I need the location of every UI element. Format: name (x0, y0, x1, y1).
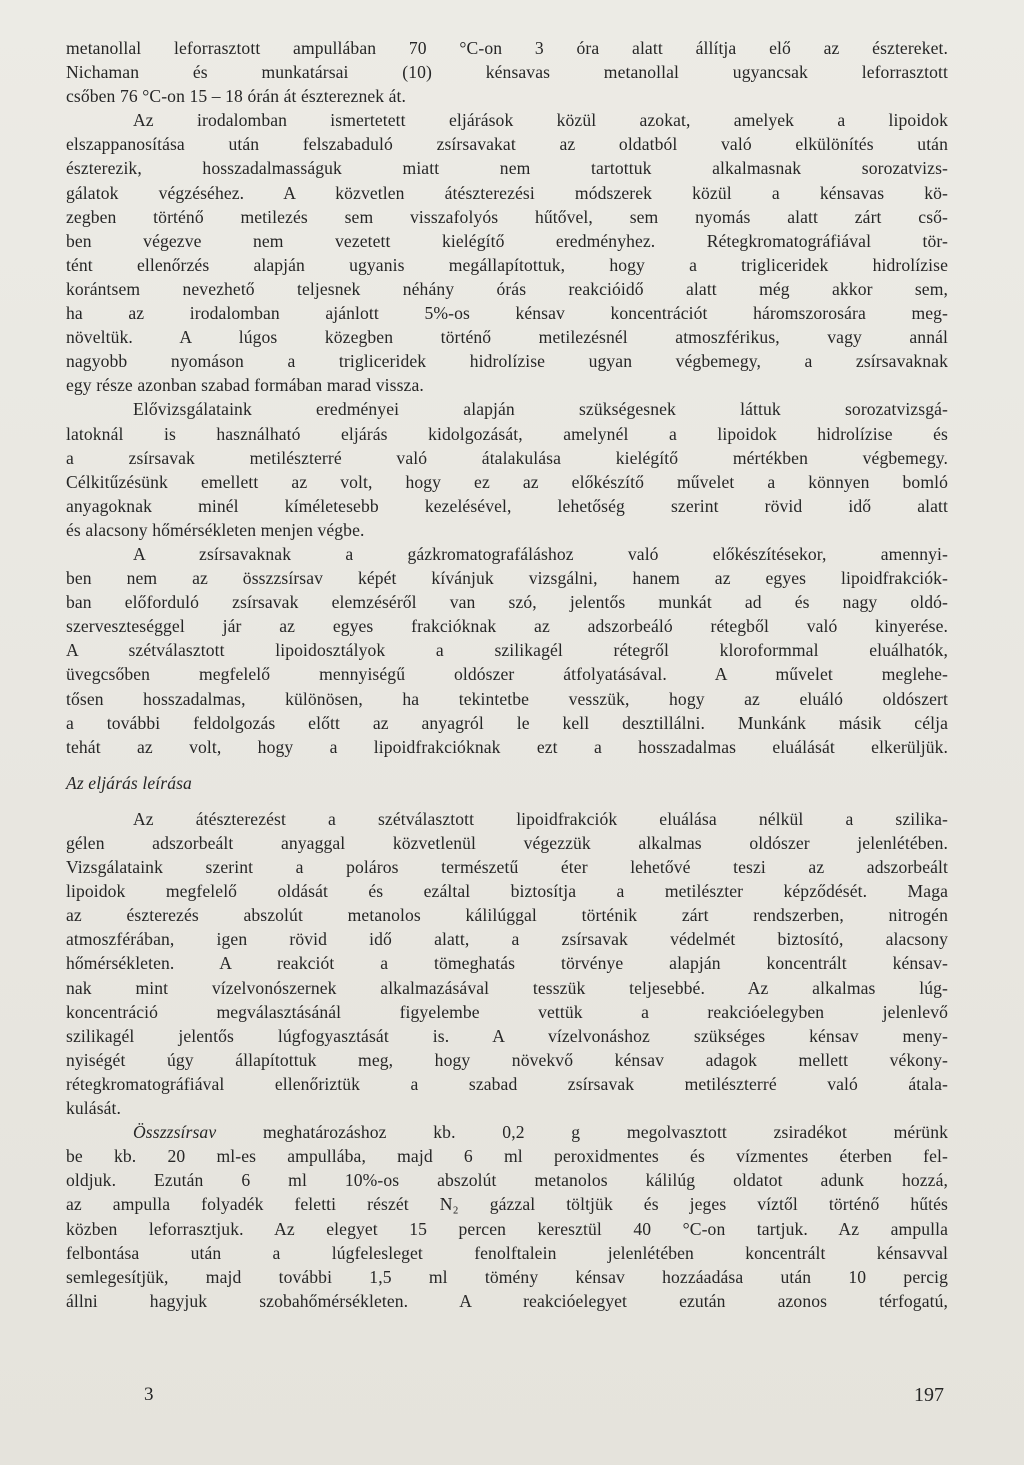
text-line: Nichaman és munkatársai (10) kénsavas metanollal ugyancsak leforrasztott (66, 62, 948, 83)
text-line: Az irodalomban ismertetett eljárások közül azokat, amelyek a lipoidok (133, 110, 948, 131)
text-line: tént ellenőrzés alapján ugyanis megállapítottuk, hogy a trigliceridek hidrolízise (66, 254, 948, 275)
text-line: állni hagyjuk szobahőmérsékleten. A reakcióelegyet ezután azonos térfogatú, (66, 1290, 948, 1311)
italic-term: Összzsírsav (133, 1122, 217, 1143)
text-line: korántsem nevezhető teljesnek néhány órás reakcióidő alatt még akkor sem, (66, 278, 948, 299)
text-line: a zsírsavak metilészterré való átalakulása kielégítő mértékben végbemegy. (66, 447, 948, 468)
text-line: növeltük. A lúgos közegben történő metilezésnél atmoszférikus, vagy annál (66, 327, 948, 348)
text-line: Az átészterezést a szétválasztott lipoidfrakciók eluálása nélkül a szilika- (133, 808, 948, 829)
text-line: ben nem az összzsírsav képét kívánjuk vizsgálni, hanem az egyes lipoidfrakciók- (66, 568, 948, 589)
text-line: felbontása után a lúgfelesleget fenolftalein jelenlétében koncentrált kénsavval (66, 1242, 948, 1263)
text-line: semlegesítjük, majd további 1,5 ml tömény kénsav hozzáadása után 10 percig (66, 1266, 948, 1287)
text-line: oldjuk. Ezután 6 ml 10%-os abszolút metanolos kálilúg oldatot adunk hozzá, (66, 1170, 948, 1191)
text-line: nak mint vízelvonószernek alkalmazásával tesszük teljesebbé. Az alkalmas lúg- (66, 977, 948, 998)
body-text (66, 36, 948, 1313)
text-line: csőben 76 °C-on 15 – 18 órán át észtereznek át. (66, 86, 407, 107)
text-line: gélen adszorbeált anyaggal közvetlenül végezzük alkalmas oldószer jelenlétében. (66, 833, 948, 853)
text-line: A zsírsavaknak a gázkromatografáláshoz való előkészítésekor, amennyi- (133, 543, 948, 564)
text-line: rétegkromatográfiával ellenőriztük a szabad zsírsavak metilészterré való átala- (66, 1073, 948, 1094)
text-line: ben végezve nem vezetett kielégítő eredményhez. Rétegkromatográfiával tör- (66, 230, 948, 251)
text-line: egy része azonban szabad formában marad vissza. (66, 375, 424, 396)
text-line: szilikagél jelentős lúgfogyasztását is. A vízelvonáshoz szükséges kénsav meny- (66, 1025, 948, 1046)
text-line: be kb. 20 ml-es ampullába, majd 6 ml peroxidmentes és vízmentes éterben fel- (66, 1146, 948, 1167)
text-line: és alacsony hőmérsékleten menjen végbe. (66, 519, 365, 540)
page-number: 197 (914, 1384, 944, 1406)
line-rest: meghatározáshoz kb. 0,2 g megolvasztott zsiradékot mérünk (216, 1122, 948, 1143)
text-line: az ampulla folyadék feletti részét N₂ gázzal töltjük és jeges víztől történő hűtés (66, 1194, 948, 1215)
text-line: anyagoknak minél kíméletesebb kezelésével, lehetőség szerint rövid idő alatt (66, 495, 948, 516)
text-line: A szétválasztott lipoidosztályok a szilikagél rétegről kloroformmal eluálhatók, (66, 640, 948, 661)
text-line: lipoidok megfelelő oldását és ezáltal biztosítja a metilészter képződését. Maga (66, 881, 948, 902)
text-line: ha az irodalomban ajánlott 5%-os kénsav koncentrációt háromszorosára meg- (66, 303, 948, 324)
text-line: Vizsgálataink szerint a poláros természetű éter lehetővé teszi az adszorbeált (66, 857, 948, 878)
signature-mark: 3 (144, 1384, 154, 1405)
text-line: ban előforduló zsírsavak elemzéséről van szó, jelentős munkát ad és nagy oldó- (66, 592, 948, 613)
text-line: metanollal leforrasztott ampullában 70 °C-on 3 óra alatt állítja elő az észtereket. (66, 38, 948, 58)
text-line: koncentráció megválasztásánál figyelembe vettük a reakcióelegyben jelenlevő (66, 1001, 948, 1022)
text-line: nyiségét úgy állapítottuk meg, hogy növekvő kénsav adagok mellett vékony- (66, 1049, 948, 1070)
text-line: atmoszférában, igen rövid idő alatt, a zsírsavak védelmét biztosító, alacsony (66, 929, 948, 950)
text-line: közben leforrasztjuk. Az elegyet 15 percen keresztül 40 °C-on tartjuk. Az ampulla (66, 1218, 948, 1239)
text-line: tehát az volt, hogy a lipoidfrakcióknak ezt a hosszadalmas eluálását elkerüljük. (66, 736, 948, 757)
text-line: hőmérsékleten. A reakciót a tömeghatás törvénye alapján koncentrált kénsav- (66, 953, 948, 974)
text-line: Célkitűzésünk emellett az volt, hogy ez az előkészítő művelet a könnyen bomló (66, 471, 948, 492)
text-line: gálatok végzéséhez. A közvetlen átészterezési módszerek közül a kénsavas kö- (66, 182, 948, 203)
text-line: tősen hosszadalmas, különösen, ha tekintetbe vesszük, hogy az eluáló oldószert (66, 688, 948, 709)
page-footer (66, 1384, 944, 1414)
text-line (66, 1120, 948, 1144)
text-line: zegben történő metilezés sem visszafolyós hűtővel, sem nyomás alatt zárt cső- (66, 206, 948, 227)
text-line: üvegcsőben megfelelő mennyiségű oldószer átfolyatásával. A művelet meglehe- (66, 664, 948, 685)
text-line: észterezik, hosszadalmasságuk miatt nem tartottuk alkalmasnak sorozatvizs- (66, 158, 948, 179)
text-line: elszappanosítása után felszabaduló zsírsavakat az oldatból való elkülönítés után (66, 134, 948, 155)
section-heading: Az eljárás leírása (66, 772, 192, 793)
text-line: nagyobb nyomáson a trigliceridek hidrolízise ugyan végbemegy, a zsírsavaknak (66, 351, 948, 372)
text-line: Elővizsgálataink eredményei alapján szükségesnek láttuk sorozatvizsgá- (133, 399, 948, 420)
text-line: szerveszteséggel jár az egyes frakcióknak az adszorbeáló rétegből való kinyerése. (66, 616, 948, 637)
text-line: kulását. (66, 1098, 122, 1119)
text-line: a további feldolgozás előtt az anyagról le kell desztillálni. Munkánk másik célja (66, 712, 948, 733)
text-line: latoknál is használható eljárás kidolgozását, amelynél a lipoidok hidrolízise és (66, 423, 948, 444)
text-line: az észterezés abszolút metanolos kálilúggal történik zárt rendszerben, nitrogén (66, 905, 948, 926)
